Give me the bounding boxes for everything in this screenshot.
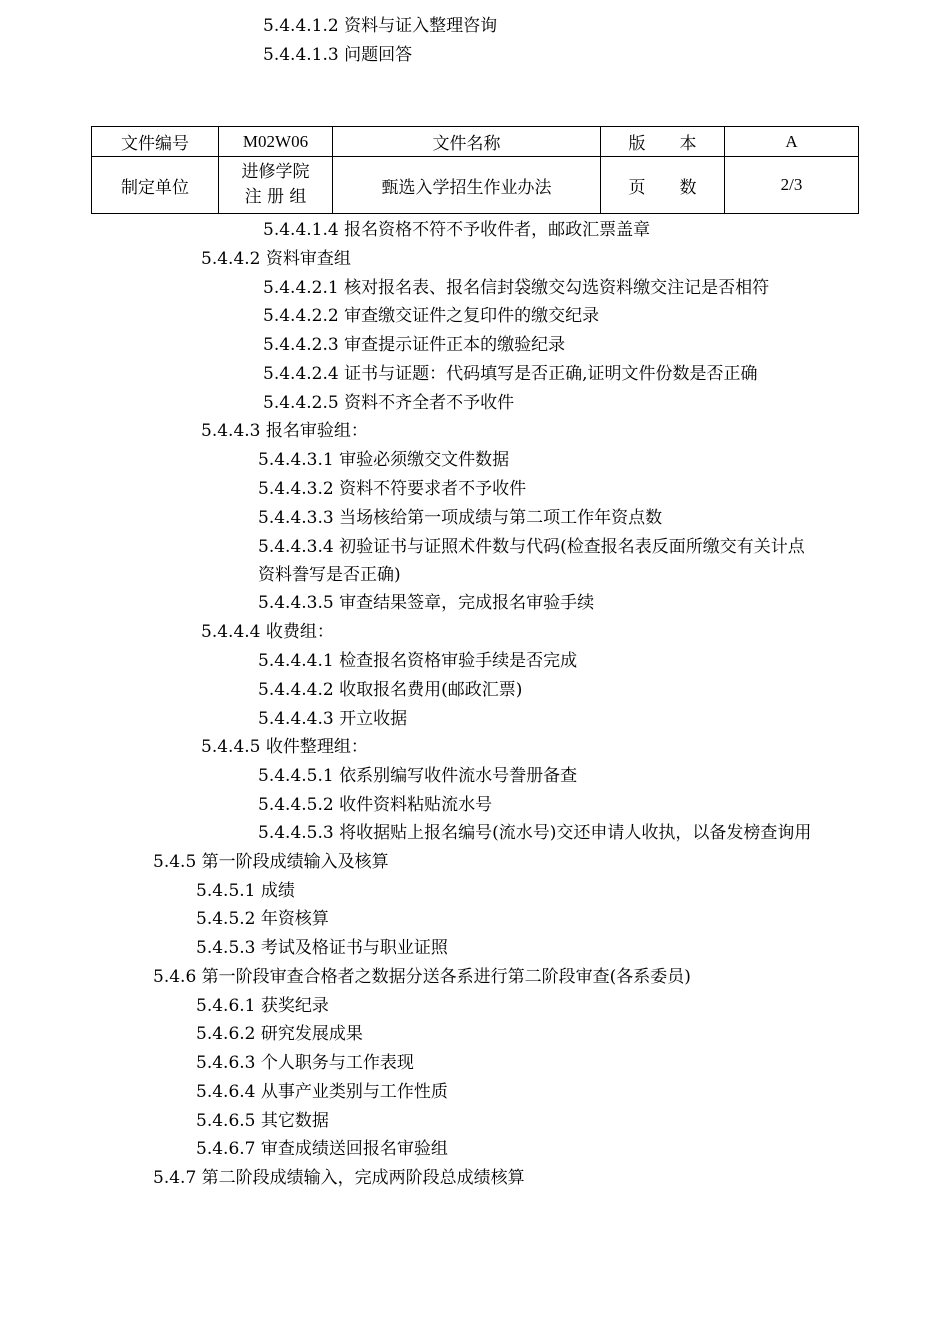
file-name-value: 甄选入学招生作业办法 bbox=[333, 157, 601, 214]
outline-item: 5.4.4.3.5 审查结果签章，完成报名审验手续 bbox=[258, 593, 595, 613]
version-label: 版 本 bbox=[601, 127, 725, 157]
outline-item: 5.4.4.5.2 收件资料粘贴流水号 bbox=[258, 795, 493, 815]
outline-item: 5.4.6.2 研究发展成果 bbox=[196, 1024, 363, 1044]
outline-item: 5.4.4.5.1 依系别编写收件流水号誊册备查 bbox=[258, 766, 578, 786]
outline-item: 5.4.6.4 从事产业类别与工作性质 bbox=[196, 1082, 448, 1102]
outline-item: 5.4.4.1.2 资料与证入整理咨询 bbox=[263, 16, 498, 36]
outline-item: 5.4.6.7 审查成绩送回报名审验组 bbox=[196, 1139, 448, 1159]
outline-item: 资料誊写是否正确) bbox=[258, 565, 401, 585]
outline-item: 5.4.4.4.1 检查报名资格审验手续是否完成 bbox=[258, 651, 578, 671]
outline-item: 5.4.5.3 考试及格证书与职业证照 bbox=[196, 938, 448, 958]
outline-item: 5.4.6.5 其它数据 bbox=[196, 1111, 329, 1131]
page-value: 2/3 bbox=[725, 157, 859, 214]
outline-item: 5.4.4.3.3 当场核给第一项成绩与第二项工作年资点数 bbox=[258, 508, 663, 528]
outline-item: 5.4.4.4.3 开立收据 bbox=[258, 709, 408, 729]
outline-item: 5.4.4.2.5 资料不齐全者不予收件 bbox=[263, 393, 515, 413]
file-no-value: M02W06 bbox=[219, 127, 333, 157]
outline-item: 5.4.4.2 资料审查组 bbox=[201, 249, 351, 269]
outline-item: 5.4.4.2.4 证书与证题：代码填写是否正确,证明文件份数是否正确 bbox=[263, 364, 758, 384]
outline-item: 5.4.5.1 成绩 bbox=[196, 881, 295, 901]
unit-line: 进修学院 bbox=[241, 162, 310, 182]
outline-item: 5.4.4.2.1 核对报名表、报名信封袋缴交勾选资料缴交注记是否相符 bbox=[263, 278, 770, 298]
outline-item: 5.4.4.3 报名审验组： bbox=[201, 421, 368, 441]
outline-item: 5.4.4.4 收费组： bbox=[201, 622, 334, 642]
outline-item: 5.4.4.3.4 初验证书与证照术件数与代码(检查报名表反面所缴交有关计点 bbox=[258, 537, 805, 557]
outline-item: 5.4.4.1.3 问题回答 bbox=[263, 45, 413, 65]
document-header-table bbox=[91, 126, 859, 214]
outline-item: 5.4.7 第二阶段成绩输入，完成两阶段总成绩核算 bbox=[153, 1168, 525, 1188]
outline-item: 5.4.4.2.2 审查缴交证件之复印件的缴交纪录 bbox=[263, 306, 600, 326]
page-label: 页 数 bbox=[601, 157, 725, 214]
file-no-label: 文件编号 bbox=[92, 127, 219, 157]
outline-item: 5.4.4.3.2 资料不符要求者不予收件 bbox=[258, 479, 527, 499]
outline-item: 5.4.4.5 收件整理组： bbox=[201, 737, 368, 757]
outline-item: 5.4.4.2.3 审查提示证件正本的缴验纪录 bbox=[263, 335, 566, 355]
outline-item: 5.4.4.4.2 收取报名费用(邮政汇票) bbox=[258, 680, 523, 700]
outline-item: 5.4.5 第一阶段成绩输入及核算 bbox=[153, 852, 389, 872]
header-row bbox=[92, 127, 859, 157]
header-row bbox=[92, 157, 859, 214]
file-name-label: 文件名称 bbox=[333, 127, 601, 157]
unit-value bbox=[219, 157, 333, 214]
outline-item: 5.4.6.1 获奖纪录 bbox=[196, 996, 329, 1016]
unit-label: 制定单位 bbox=[92, 157, 219, 214]
outline-item: 5.4.4.3.1 审验必须缴交文件数据 bbox=[258, 450, 510, 470]
unit-line: 注 册 组 bbox=[244, 187, 307, 207]
outline-item: 5.4.5.2 年资核算 bbox=[196, 909, 329, 929]
outline-item: 5.4.4.1.4 报名资格不符不予收件者，邮政汇票盖章 bbox=[263, 220, 651, 240]
outline-item: 5.4.6 第一阶段审查合格者之数据分送各系进行第二阶段审查(各系委员) bbox=[153, 967, 691, 987]
outline-item: 5.4.4.5.3 将收据贴上报名编号(流水号)交还申请人收执，以备发榜查询用 bbox=[258, 823, 812, 843]
outline-item: 5.4.6.3 个人职务与工作表现 bbox=[196, 1053, 414, 1073]
version-value: A bbox=[725, 127, 859, 157]
